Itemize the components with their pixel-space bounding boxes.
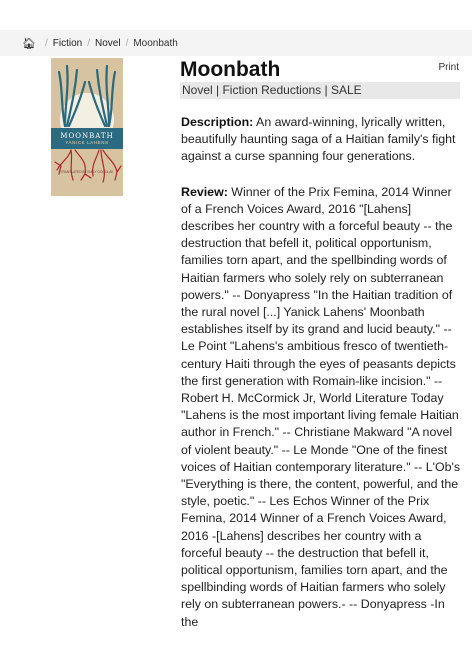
breadcrumb-fiction-link[interactable]: Fiction <box>52 37 83 49</box>
breadcrumb-current: Moonbath <box>133 37 178 49</box>
page-title: Moonbath <box>180 58 281 81</box>
breadcrumb-separator: / <box>44 37 48 49</box>
cover-title-band <box>51 128 123 149</box>
book-cover-image[interactable] <box>51 58 123 196</box>
print-link[interactable]: Print <box>438 62 459 73</box>
cover-title: MOONBATH <box>60 131 114 140</box>
breadcrumb <box>0 30 472 56</box>
product-content <box>181 114 464 649</box>
home-icon[interactable]: 🏠︎ <box>22 37 36 50</box>
description-label: Description: <box>181 115 254 129</box>
review-paragraph <box>181 184 464 631</box>
cover-credits: TRANSLATED BY EMILY GOGOLAK <box>60 170 114 174</box>
breadcrumb-separator: / <box>87 37 90 49</box>
review-text: Winner of the Prix Femina, 2014 Winner of a French Voices Award, 2016 "[Lahens] describes her country with a forceful beauty -- the destruction that befell it, political opportunism, families torn apart, and the spellbinding words of Haitian farmers who solely rely on subterranean powers." -- Donyapress "In the Haitian tradition of the rural novel [...] Yanick Lahens' Moonbath establishes itself by its grand and lucid beauty." -- Le Point "Lahens's ambitious fresco of twentieth-century Haiti through the eyes of peasants depicts the first generation with Romain-like incision." -- Robert H. McCormick Jr, World Literature Today "Lahens is the most important living female Haitian author in French." -- Christiane Makward "A novel of violent beauty." -- Le Monde "One of the finest voices of Haitian contemporary literature." -- L'Ob's "Everything is there, the content, powerful, and the style, poetic." -- Les Echos Winner of the Prix Femina, 2014 Winner of a French Voices Award, 2016 -[Lahens] describes her country with a forceful beauty -- the destruction that befell it, political opportunism, families torn apart, and the spellbinding words of Haitian farmers who solely rely on subterranean powers.- -- Donyapress -In the <box>181 184 461 629</box>
cover-author: YANICK LAHENS <box>65 139 109 145</box>
review-label: Review: <box>181 184 228 199</box>
description-paragraph <box>181 114 464 166</box>
breadcrumb-separator: / <box>125 37 129 49</box>
category-tags: Novel | Fiction Reductions | SALE <box>180 82 460 99</box>
breadcrumb-novel-link[interactable]: Novel <box>94 37 121 49</box>
cover-art <box>51 58 123 196</box>
description-text: An award-winning, lyrically written, beautifully haunting saga of a Haitian family's fight against a curse spanning four generations. <box>181 115 456 164</box>
